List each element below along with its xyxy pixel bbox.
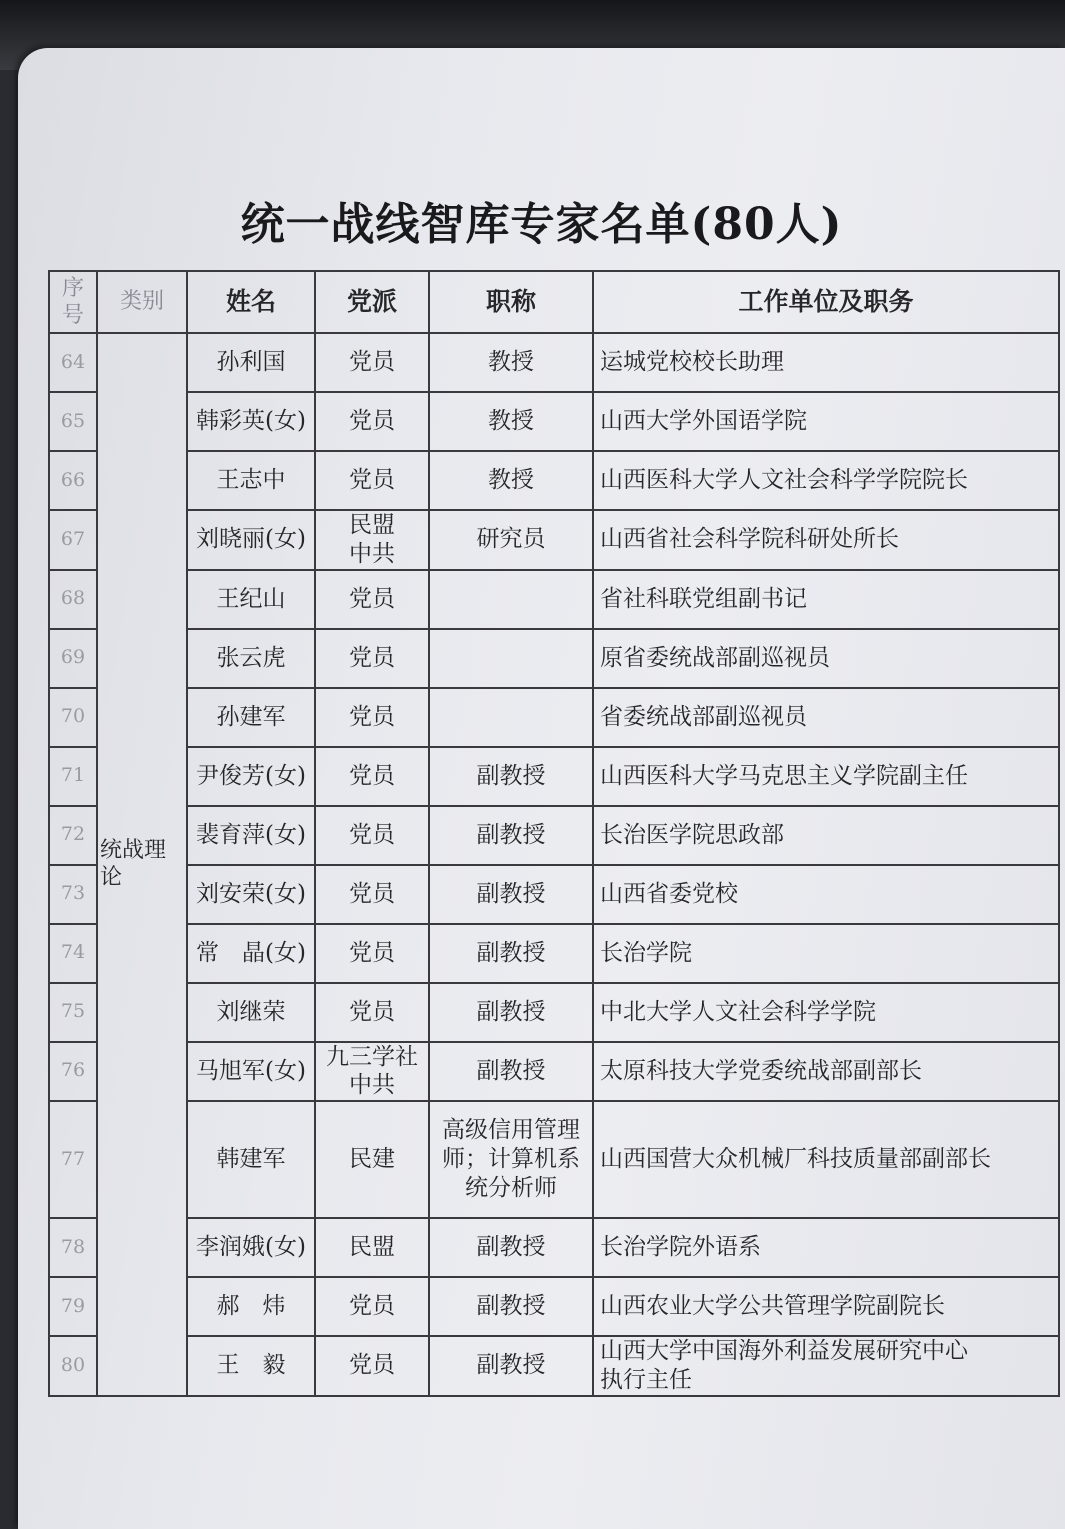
row-title-text: 副教授 bbox=[476, 998, 546, 1025]
row-name: 王 毅 bbox=[187, 1336, 315, 1396]
row-unit bbox=[593, 688, 1059, 747]
row-unit bbox=[593, 806, 1059, 865]
table-row bbox=[49, 806, 1059, 865]
row-seq: 70 bbox=[49, 688, 97, 747]
row-seq: 73 bbox=[49, 865, 97, 924]
row-unit bbox=[593, 865, 1059, 924]
table-row bbox=[49, 570, 1059, 629]
row-unit bbox=[593, 451, 1059, 510]
row-party bbox=[315, 924, 429, 983]
row-seq: 65 bbox=[49, 392, 97, 451]
row-unit bbox=[593, 983, 1059, 1042]
row-seq: 75 bbox=[49, 983, 97, 1042]
row-name: 常 晶(女) bbox=[187, 924, 315, 983]
row-seq: 67 bbox=[49, 510, 97, 570]
row-title-text: 教授 bbox=[488, 408, 534, 435]
header-category: 类别 bbox=[97, 271, 187, 333]
row-seq: 78 bbox=[49, 1218, 97, 1277]
header-seq: 序号 bbox=[49, 271, 97, 333]
table-row bbox=[49, 510, 1059, 570]
header-title: 职称 bbox=[429, 271, 593, 333]
row-unit-text: 山西农业大学公共管理学院副院长 bbox=[600, 1293, 945, 1320]
table-row bbox=[49, 1042, 1059, 1102]
row-party bbox=[315, 629, 429, 688]
row-name: 裴育萍(女) bbox=[187, 806, 315, 865]
row-name: 孙利国 bbox=[187, 333, 315, 392]
header-name: 姓名 bbox=[187, 271, 315, 333]
table-row bbox=[49, 983, 1059, 1042]
row-unit-text: 运城党校校长助理 bbox=[600, 349, 784, 376]
row-title bbox=[429, 1042, 593, 1102]
row-unit-text: 省社科联党组副书记 bbox=[600, 585, 807, 612]
row-unit-text: 长治学院外语系 bbox=[600, 1234, 761, 1261]
table-row bbox=[49, 629, 1059, 688]
table-row bbox=[49, 747, 1059, 806]
row-name: 刘晓丽(女) bbox=[187, 510, 315, 570]
row-title bbox=[429, 688, 593, 747]
row-title-text: 副教授 bbox=[476, 939, 546, 966]
header-party: 党派 bbox=[315, 271, 429, 333]
table-row bbox=[49, 451, 1059, 510]
table-row bbox=[49, 392, 1059, 451]
category-cell: 统战理论 bbox=[97, 333, 187, 1396]
row-seq: 74 bbox=[49, 924, 97, 983]
row-title-text: 教授 bbox=[488, 467, 534, 494]
table-row bbox=[49, 1277, 1059, 1336]
row-title bbox=[429, 1336, 593, 1396]
row-title bbox=[429, 924, 593, 983]
row-unit bbox=[593, 629, 1059, 688]
row-title-text: 副教授 bbox=[476, 821, 546, 848]
row-party-text: 九三学社 中共 bbox=[326, 1043, 418, 1099]
row-party bbox=[315, 1336, 429, 1396]
row-party bbox=[315, 1277, 429, 1336]
row-title bbox=[429, 1277, 593, 1336]
expert-table bbox=[48, 270, 1060, 1397]
row-title-text: 教授 bbox=[488, 349, 534, 376]
row-unit bbox=[593, 392, 1059, 451]
table-row bbox=[49, 688, 1059, 747]
row-name: 马旭军(女) bbox=[187, 1042, 315, 1102]
row-title-text: 副教授 bbox=[476, 762, 546, 789]
row-unit bbox=[593, 747, 1059, 806]
row-title bbox=[429, 806, 593, 865]
row-party-text: 党员 bbox=[349, 821, 395, 848]
table-header-row bbox=[49, 271, 1059, 333]
row-name: 韩建军 bbox=[187, 1101, 315, 1218]
row-title-text: 研究员 bbox=[476, 526, 546, 553]
row-title bbox=[429, 629, 593, 688]
row-party bbox=[315, 510, 429, 570]
row-title bbox=[429, 983, 593, 1042]
table-row bbox=[49, 1101, 1059, 1218]
row-party-text: 党员 bbox=[349, 762, 395, 789]
table-row bbox=[49, 333, 1059, 392]
row-party-text: 党员 bbox=[349, 939, 395, 966]
row-party-text: 民建 bbox=[349, 1146, 395, 1173]
page-title: 统一战线智库专家名单(80人) bbox=[240, 199, 843, 250]
row-party-text: 党员 bbox=[349, 880, 395, 907]
row-party bbox=[315, 392, 429, 451]
row-unit-text: 太原科技大学党委统战部副部长 bbox=[600, 1057, 922, 1084]
row-title-text: 副教授 bbox=[476, 1234, 546, 1261]
row-name: 刘继荣 bbox=[187, 983, 315, 1042]
table-row bbox=[49, 1336, 1059, 1396]
row-title bbox=[429, 333, 593, 392]
row-title-text: 高级信用管理 师；计算机系 统分析师 bbox=[442, 1117, 580, 1201]
row-seq: 69 bbox=[49, 629, 97, 688]
table-row bbox=[49, 865, 1059, 924]
row-name: 刘安荣(女) bbox=[187, 865, 315, 924]
row-party bbox=[315, 865, 429, 924]
row-party-text: 党员 bbox=[349, 1352, 395, 1379]
row-unit-text: 长治医学院思政部 bbox=[600, 821, 784, 848]
row-unit-text: 山西国营大众机械厂科技质量部副部长 bbox=[600, 1146, 991, 1173]
row-unit bbox=[593, 1218, 1059, 1277]
row-unit bbox=[593, 570, 1059, 629]
row-party-text: 民盟 中共 bbox=[349, 512, 395, 567]
row-party-text: 党员 bbox=[349, 467, 395, 494]
row-party bbox=[315, 747, 429, 806]
row-unit bbox=[593, 1101, 1059, 1218]
row-title-text: 副教授 bbox=[476, 880, 546, 907]
row-party-text: 党员 bbox=[349, 408, 395, 435]
row-title-text: 副教授 bbox=[476, 1057, 546, 1084]
row-party bbox=[315, 1101, 429, 1218]
row-title bbox=[429, 510, 593, 570]
row-party bbox=[315, 570, 429, 629]
row-seq: 72 bbox=[49, 806, 97, 865]
row-name: 韩彩英(女) bbox=[187, 392, 315, 451]
row-unit-text: 山西医科大学人文社会科学学院院长 bbox=[600, 467, 968, 494]
row-seq: 77 bbox=[49, 1101, 97, 1218]
row-unit-text: 山西省委党校 bbox=[600, 880, 738, 907]
row-title bbox=[429, 570, 593, 629]
row-party bbox=[315, 451, 429, 510]
row-party bbox=[315, 806, 429, 865]
row-unit bbox=[593, 924, 1059, 983]
row-party bbox=[315, 1218, 429, 1277]
row-title-text: 副教授 bbox=[476, 1293, 546, 1320]
row-title bbox=[429, 1218, 593, 1277]
row-seq: 79 bbox=[49, 1277, 97, 1336]
row-unit-text: 长治学院 bbox=[600, 939, 692, 966]
row-seq: 71 bbox=[49, 747, 97, 806]
row-name: 王纪山 bbox=[187, 570, 315, 629]
row-name: 尹俊芳(女) bbox=[187, 747, 315, 806]
header-unit: 工作单位及职务 bbox=[593, 271, 1059, 333]
row-title bbox=[429, 451, 593, 510]
row-unit-text: 山西省社会科学院科研处所长 bbox=[600, 526, 899, 553]
row-party bbox=[315, 1042, 429, 1102]
row-unit-text: 省委统战部副巡视员 bbox=[600, 703, 807, 730]
row-unit bbox=[593, 333, 1059, 392]
row-unit-text: 原省委统战部副巡视员 bbox=[600, 644, 830, 671]
row-party-text: 党员 bbox=[349, 585, 395, 612]
row-party-text: 党员 bbox=[349, 998, 395, 1025]
row-name: 王志中 bbox=[187, 451, 315, 510]
table-row bbox=[49, 924, 1059, 983]
row-seq: 66 bbox=[49, 451, 97, 510]
row-title bbox=[429, 865, 593, 924]
row-name: 李润娥(女) bbox=[187, 1218, 315, 1277]
table-body bbox=[49, 333, 1059, 1396]
row-seq: 68 bbox=[49, 570, 97, 629]
row-unit-text: 中北大学人文社会科学学院 bbox=[600, 998, 876, 1025]
row-seq: 64 bbox=[49, 333, 97, 392]
row-title-text: 副教授 bbox=[476, 1352, 546, 1379]
row-party-text: 党员 bbox=[349, 349, 395, 376]
row-unit bbox=[593, 1277, 1059, 1336]
row-party-text: 党员 bbox=[349, 644, 395, 671]
row-unit-text: 山西大学中国海外利益发展研究中心 执行主任 bbox=[600, 1338, 968, 1393]
row-name: 孙建军 bbox=[187, 688, 315, 747]
row-name: 郝 炜 bbox=[187, 1277, 315, 1336]
row-party bbox=[315, 688, 429, 747]
row-title bbox=[429, 392, 593, 451]
row-unit bbox=[593, 1336, 1059, 1396]
row-party-text: 党员 bbox=[349, 703, 395, 730]
row-unit bbox=[593, 510, 1059, 570]
row-seq: 80 bbox=[49, 1336, 97, 1396]
row-title bbox=[429, 747, 593, 806]
document-page bbox=[18, 48, 1065, 1529]
row-seq: 76 bbox=[49, 1042, 97, 1102]
row-unit-text: 山西大学外国语学院 bbox=[600, 408, 807, 435]
table-row bbox=[49, 1218, 1059, 1277]
row-unit bbox=[593, 1042, 1059, 1102]
row-party bbox=[315, 333, 429, 392]
row-unit-text: 山西医科大学马克思主义学院副主任 bbox=[600, 762, 968, 789]
row-title bbox=[429, 1101, 593, 1218]
row-party-text: 民盟 bbox=[349, 1234, 395, 1261]
row-party-text: 党员 bbox=[349, 1293, 395, 1320]
row-name: 张云虎 bbox=[187, 629, 315, 688]
row-party bbox=[315, 983, 429, 1042]
